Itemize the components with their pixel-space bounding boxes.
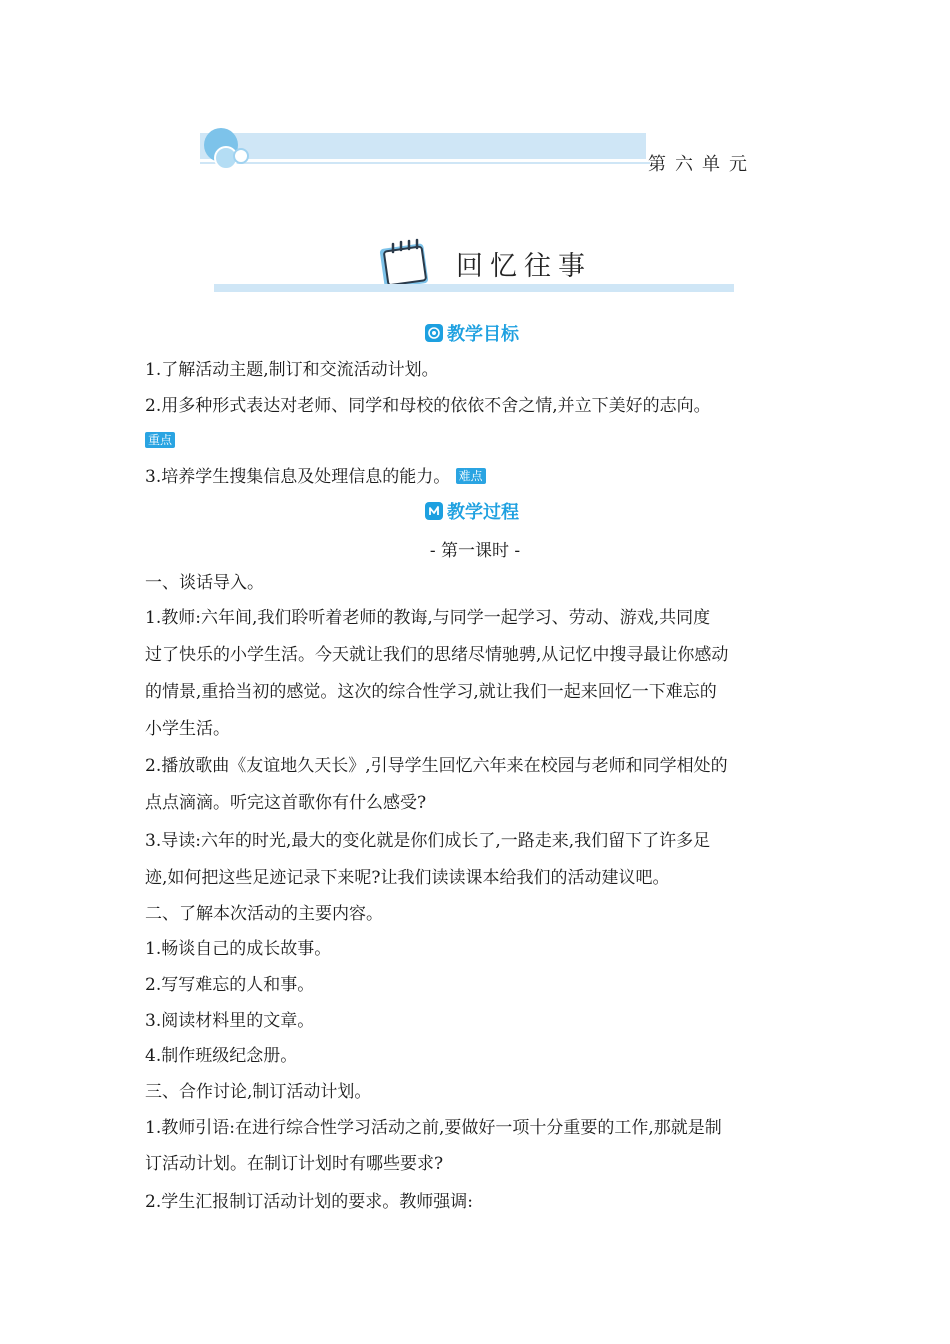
body-line: 1.畅谈自己的成长故事。 <box>145 939 332 959</box>
process-heading <box>425 498 519 524</box>
body-line: 2.播放歌曲《友谊地久天长》,引导学生回忆六年来在校园与老师和同学相处的 <box>145 756 728 776</box>
process-heading-text: 教学过程 <box>447 502 519 523</box>
body-line: 4.制作班级纪念册。 <box>145 1046 298 1066</box>
objective-item: 2.用多种形式表达对老师、同学和母校的依依不舍之情,并立下美好的志向。 <box>145 396 711 416</box>
body-line: 二、了解本次活动的主要内容。 <box>145 904 383 924</box>
body-line: 一、谈话导入。 <box>145 573 264 593</box>
header-banner <box>200 133 646 159</box>
process-icon <box>425 502 443 520</box>
body-line: 2.写写难忘的人和事。 <box>145 975 315 995</box>
title-underline <box>214 284 734 292</box>
objectives-heading <box>425 320 519 346</box>
page-title: 回忆往事 <box>456 251 592 282</box>
body-line: 3.导读:六年的时光,最大的变化就是你们成长了,一路走来,我们留下了许多足 <box>145 831 711 851</box>
decor-circle-small <box>233 148 249 164</box>
body-line: 1.教师:六年间,我们聆听着老师的教诲,与同学一起学习、劳动、游戏,共同度 <box>145 608 711 628</box>
objective-item: 1.了解活动主题,制订和交流活动计划。 <box>145 360 439 380</box>
objective-item <box>145 465 486 489</box>
tag-key-point <box>145 429 175 448</box>
header-underline <box>200 162 650 164</box>
body-line: 小学生活。 <box>145 719 230 739</box>
body-line: 3.阅读材料里的文章。 <box>145 1011 315 1031</box>
unit-label: 第六单元 <box>648 154 756 175</box>
body-line: 2.学生汇报制订活动计划的要求。教师强调: <box>145 1192 473 1212</box>
body-line: 点点滴滴。听完这首歌你有什么感受? <box>145 793 427 813</box>
objective-item-text: 3.培养学生搜集信息及处理信息的能力。 <box>145 467 451 487</box>
body-line: 1.教师引语:在进行综合性学习活动之前,要做好一项十分重要的工作,那就是制 <box>145 1118 722 1138</box>
tag-key-label: 重点 <box>145 432 175 448</box>
body-line: 订活动计划。在制订计划时有哪些要求? <box>145 1154 444 1174</box>
body-line: 迹,如何把这些足迹记录下来呢?让我们读读课本给我们的活动建议吧。 <box>145 868 670 888</box>
lesson-label: - 第一课时 - <box>429 541 521 561</box>
body-line: 三、合作讨论,制订活动计划。 <box>145 1082 372 1102</box>
target-icon <box>425 324 443 342</box>
body-line: 的情景,重拾当初的感觉。这次的综合性学习,就让我们一起来回忆一下难忘的 <box>145 682 717 702</box>
body-line: 过了快乐的小学生活。今天就让我们的思绪尽情驰骋,从记忆中搜寻最让你感动 <box>145 645 729 665</box>
tag-difficult-label: 难点 <box>456 468 486 484</box>
objectives-heading-text: 教学目标 <box>447 324 519 345</box>
